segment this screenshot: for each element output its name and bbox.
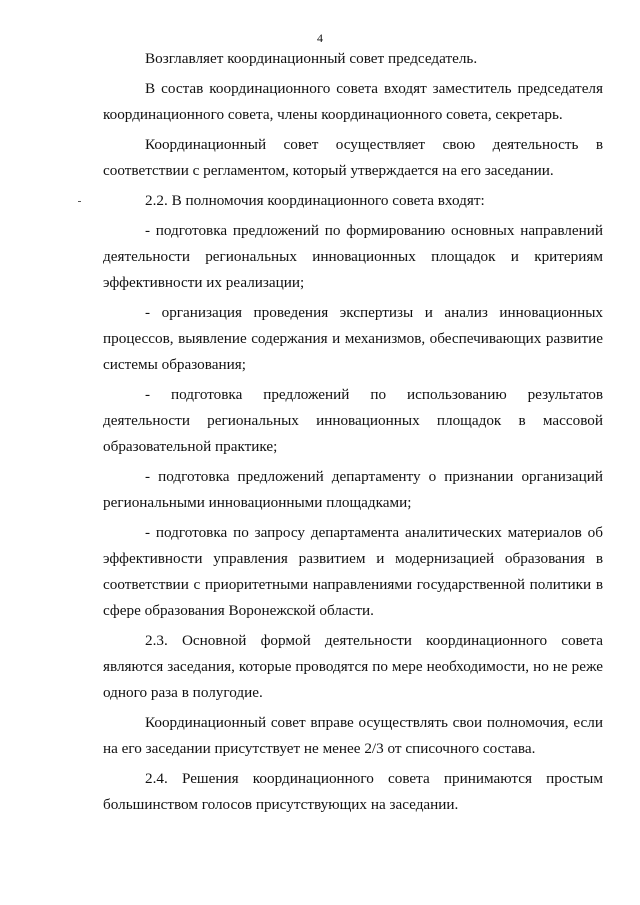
list-item-proposals-results: - подготовка предложений по использованию результатов деятельности региональных инновационных площадок в массовой образовательной практике; [103,386,603,455]
paragraph-quorum: Координационный совет вправе осуществлять свои полномочия, если на его заседании присутствует не менее 2/3 от списочного состава. [103,714,603,757]
list-item-analytical-materials: - подготовка по запросу департамента аналитических материалов об эффективности управления развитием и модернизацией образования в соответствии с приоритетными направлениями государственной политики в сфере образования Воронежской области. [103,524,603,619]
paragraph-powers-heading: 2.2. В полномочия координационного совета входят: [145,192,485,209]
document-body [103,46,603,818]
page-number: 4 [317,31,323,45]
paragraph-decisions: 2.4. Решения координационного совета принимаются простым большинством голосов присутствующих на заседании. [103,770,603,813]
paragraph-chairman: Возглавляет координационный совет председатель. [145,50,478,67]
list-item-proposals-recognition: - подготовка предложений департаменту о признании организаций региональными инновационными площадками; [103,468,603,511]
paragraph-regulations: Координационный совет осуществляет свою деятельность в соответствии с регламентом, который утверждается на его заседании. [103,136,603,179]
list-item-expertise: - организация проведения экспертизы и анализ инновационных процессов, выявление содержания и механизмов, обеспечивающих развитие системы образования; [103,304,603,373]
scan-artifact [78,201,81,202]
list-item-proposals-directions: - подготовка предложений по формированию основных направлений деятельности региональных инновационных площадок и критериям эффективности их реализации; [103,222,603,291]
paragraph-meetings: 2.3. Основной формой деятельности координационного совета являются заседания, которые проводятся по мере необходимости, но не реже одного раза в полугодие. [103,632,603,701]
paragraph-composition: В состав координационного совета входят заместитель председателя координационного совета, члены координационного совета, секретарь. [103,80,603,123]
